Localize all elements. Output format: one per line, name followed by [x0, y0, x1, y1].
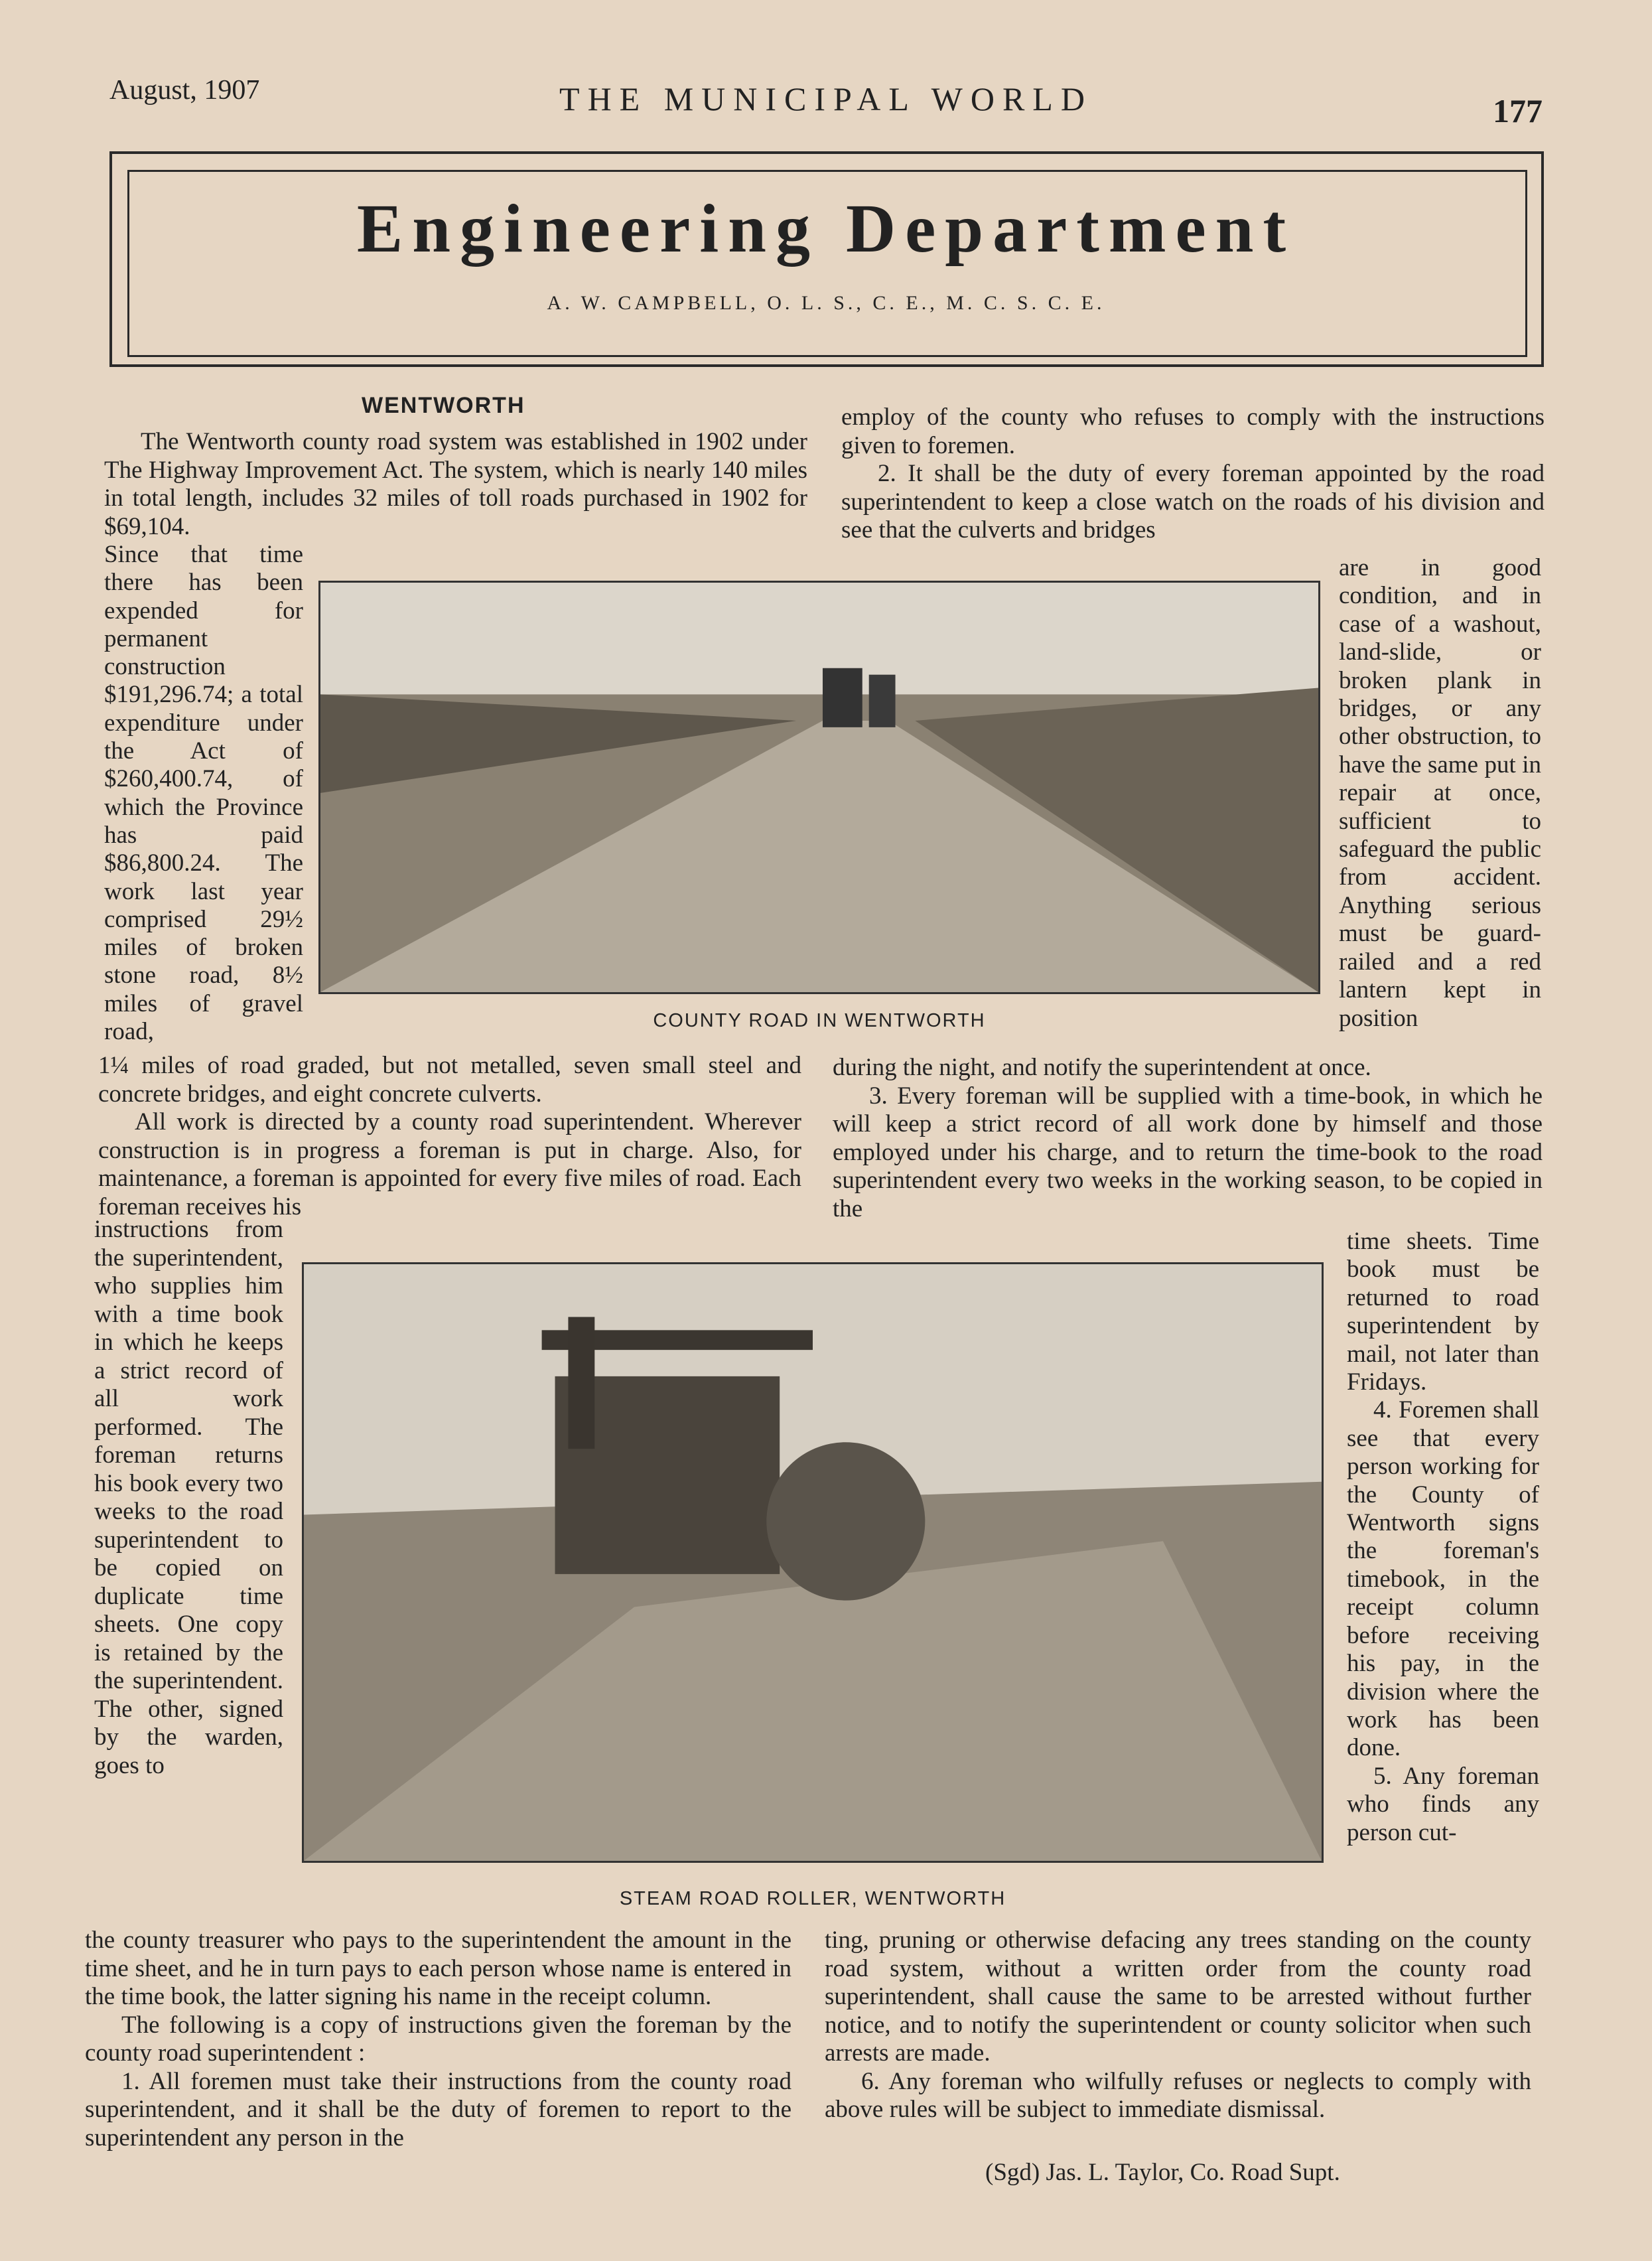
section-heading: WENTWORTH — [362, 393, 525, 418]
right-top-block — [841, 403, 1545, 545]
left-beside-photo1-text: Since that time there has been expended for permanent construction $191,296.74; a total expenditure under the Act of $260,400.74, of which the Province has paid $86,800.24. The work last year comprised 29½ miles of broken stone road, 8½ miles of gravel road, — [104, 541, 303, 1046]
steam-roller-illustration — [304, 1264, 1322, 1861]
left-beside-photo2-text: instructions from the superintendent, who supplies him with a time book in which he keeps a strict record of all work performed. The foreman returns his book every two weeks to the road superintendent to be copied on duplicate time sheets. One copy is retained by the the superintendent. The other, signed by the warden, goes to — [94, 1216, 283, 1779]
right-mid-1: during the night, and notify the superintendent at once. — [833, 1054, 1371, 1081]
left-mid-block — [98, 1052, 801, 1221]
county-road-illustration — [320, 583, 1318, 992]
right-beside-photo2-text: time sheets. Time book must be returned to road superintendent by mail, not later than Fridays. — [1347, 1228, 1539, 1396]
photo1-caption: COUNTY ROAD IN WENTWORTH — [653, 1010, 986, 1031]
right-beside-photo2 — [1347, 1228, 1539, 1847]
page-number: 177 — [1493, 92, 1543, 129]
right-bottom-block — [825, 1927, 1531, 2124]
right-bottom-2: 6. Any foreman who wilfully refuses or neglects to comply with above rules will be subject to immediate dismissal. — [825, 2067, 1531, 2123]
department-title: Engineering Department — [356, 190, 1296, 267]
right-mid-block — [833, 1054, 1543, 1223]
left-beside-photo2 — [94, 1216, 283, 1780]
right-beside-photo2b-text: 4. Foremen shall see that every person working for the County of Wentworth signs the foreman's timebook, in the receipt column before receiving his pay, in the division where the work has been done. — [1347, 1396, 1539, 1762]
left-mid2-text: All work is directed by a county road superintendent. Wherever construction is in progress a foreman is put in charge. Also, for maintenance, a foreman is appointed for every five miles of road. Each foreman receives his — [98, 1108, 801, 1220]
right-top-2: 2. It shall be the duty of every foreman appointed by the road superintendent to keep a close watch on the roads of his division and see that the culverts and bridges — [841, 460, 1545, 544]
right-beside-photo2c-text: 5. Any foreman who finds any person cut- — [1347, 1762, 1539, 1846]
signature: (Sgd) Jas. L. Taylor, Co. Road Supt. — [985, 2159, 1340, 2186]
right-mid-2: 3. Every foreman will be supplied with a time-book, in which he will keep a strict record of all work done by himself and those employed under his charge, and to return the time-book to the road superintendent every two weeks in the working season, to be copied in the — [833, 1082, 1543, 1222]
photo-county-road — [318, 581, 1320, 994]
right-top-1: employ of the county who refuses to comply with the instructions given to foremen. — [841, 403, 1545, 459]
journal-title: THE MUNICIPAL WORLD — [559, 80, 1093, 117]
right-beside-photo1-text: are in good condition, and in case of a washout, land-slide, or broken plank in bridges, or any other obstruction, to have the same put in repair at once, sufficient to safeguard the public from accident. Anything serious must be guard-railed and a red lantern kept in position — [1339, 554, 1541, 1032]
issue-date: August, 1907 — [109, 75, 260, 106]
right-beside-photo1 — [1339, 554, 1541, 1033]
left-mid-text: 1¼ miles of road graded, but not metalled, seven small steel and concrete bridges, and eight concrete culverts. — [98, 1052, 801, 1108]
left-bottom-3: 1. All foremen must take their instructions from the county road superintendent, and it shall be the duty of foremen to report to the superintendent any person in the — [85, 2067, 792, 2152]
left-bottom-2: The following is a copy of instructions given the foreman by the county road superintendent : — [85, 2011, 792, 2067]
photo-steam-roller — [302, 1262, 1324, 1863]
right-bottom-1: ting, pruning or otherwise defacing any trees standing on the county road system, without a written order from the county road superintendent, shall cause the same to be arrested without further notice, and to notify the superintendent or county solicitor when such arrests are made. — [825, 1927, 1531, 2067]
left-intro-text: The Wentworth county road system was established in 1902 under The Highway Improvement Act. The system, which is nearly 140 miles in total length, includes 32 miles of toll roads purchased in 1902 for $69,104. — [104, 428, 807, 540]
left-bottom-block — [85, 1927, 792, 2152]
left-beside-photo1 — [104, 541, 303, 1046]
photo2-caption: STEAM ROAD ROLLER, WENTWORTH — [619, 1888, 1006, 1909]
left-intro-block — [104, 428, 807, 541]
department-byline: A. W. CAMPBELL, O. L. S., C. E., M. C. S. C. E. — [547, 292, 1105, 314]
left-bottom-1: the county treasurer who pays to the superintendent the amount in the time sheet, and he in turn pays to each person whose name is entered in the time book, the latter signing his name in the receipt column. — [85, 1927, 792, 2010]
